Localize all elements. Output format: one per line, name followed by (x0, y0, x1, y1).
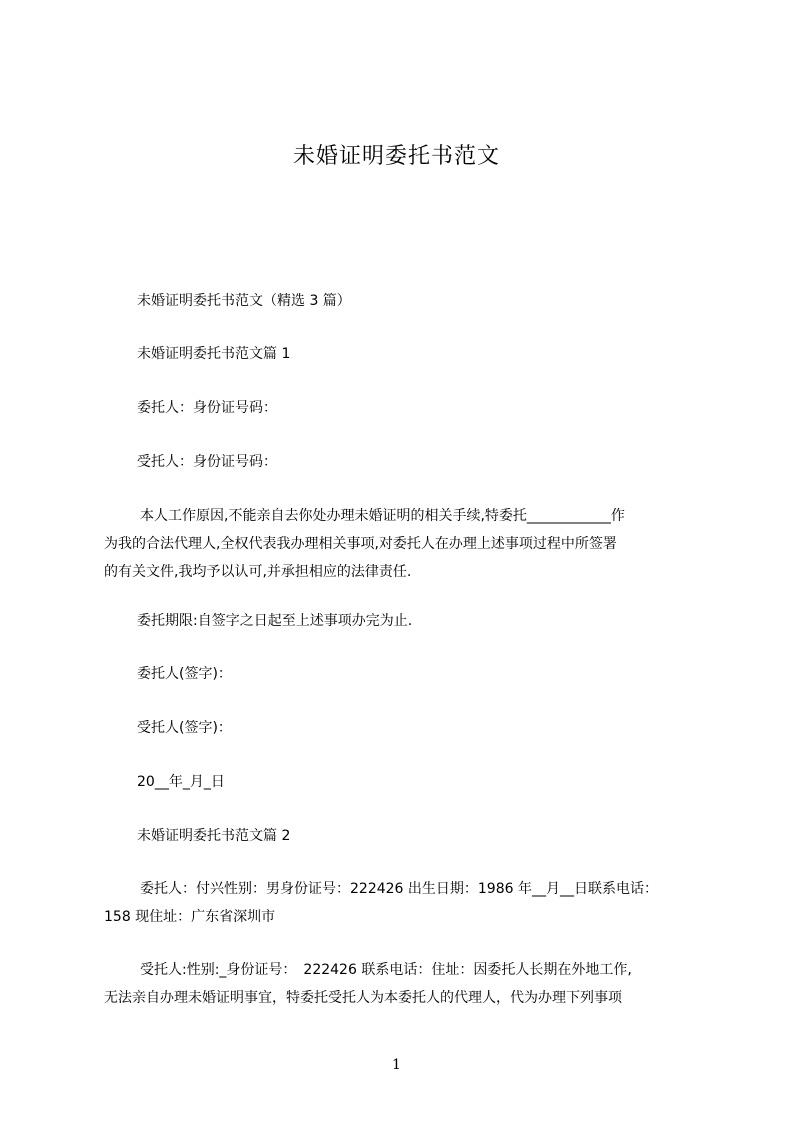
agent-signature-line: 受托人(签字)： (137, 720, 232, 736)
page-number: 1 (392, 1057, 401, 1073)
principal-info-paragraph (104, 875, 700, 931)
paragraph-line: 的有关文件,我均予以认可,并承担相应的法律责任. (104, 564, 412, 580)
paragraph-line: 受托人:性别:_身份证号： 222426 联系电话：住址：因委托人长期在外地工作, (140, 962, 632, 978)
paragraph-line: 无法亲自办理未婚证明事宜，特委托受托人为本委托人的代理人，代为办理下列事项 (104, 990, 622, 1006)
principal-id-line: 委托人：身份证号码： (137, 400, 277, 416)
intro-line: 未婚证明委托书范文（精选 3 篇） (137, 293, 351, 309)
paragraph-line: 158 现住址：广东省深圳市 (104, 909, 276, 925)
authorization-paragraph (104, 502, 700, 586)
paragraph-line: 为我的合法代理人,全权代表我办理相关事项,对委托人在办理上述事项过程中所签署 (104, 536, 617, 552)
document-title: 未婚证明委托书范文 (292, 144, 500, 169)
section-heading-1: 未婚证明委托书范文篇 1 (137, 346, 291, 362)
paragraph-line: 本人工作原因,不能亲自去你处办理未婚证明的相关手续,特委托____________作 (140, 508, 625, 524)
date-line: 20__年_月_日 (137, 774, 225, 790)
paragraph-line: 委托人：付兴性别：男身份证号：222426 出生日期：1986 年__月__日联系电话： (140, 881, 658, 897)
section-heading-2: 未婚证明委托书范文篇 2 (137, 828, 291, 844)
agent-id-line: 受托人：身份证号码： (137, 454, 277, 470)
agent-info-paragraph (104, 956, 700, 1012)
term-line: 委托期限:自签字之日起至上述事项办完为止. (137, 613, 413, 629)
principal-signature-line: 委托人(签字)： (137, 666, 232, 682)
